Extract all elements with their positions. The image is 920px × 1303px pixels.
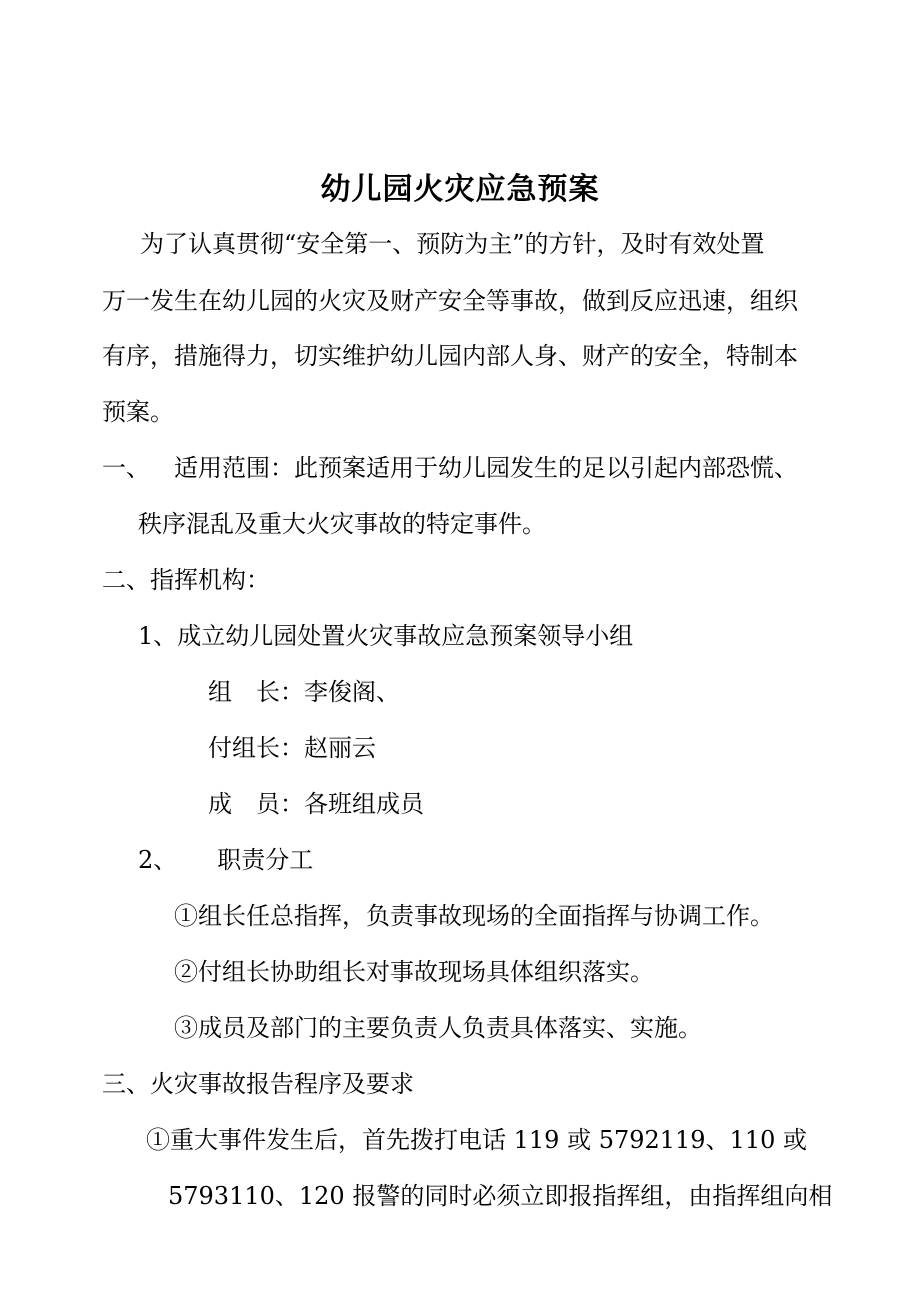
intro-line-2: 万一发生在幼儿园的火灾及财产安全等事故，做到反应迅速，组织	[102, 287, 798, 315]
section-3-line-2: 5793110、120 报警的同时必须立即报指挥组，由指挥组向相	[168, 1182, 833, 1210]
section-3-heading: 三、火灾事故报告程序及要求	[102, 1070, 414, 1098]
document-title: 幼儿园火灾应急预案	[320, 172, 600, 207]
members-row	[208, 787, 424, 821]
item-2-number: 2、	[138, 846, 178, 874]
section-2-item-1: 1、成立幼儿园处置火灾事故应急预案领导小组	[138, 622, 634, 650]
members-value: 各班组成员	[304, 790, 424, 818]
duty-3: ③成员及部门的主要负责人负责具体落实、实施。	[174, 1014, 702, 1042]
leader-label: 组 长：	[208, 678, 304, 706]
duty-1: ①组长任总指挥，负责事故现场的全面指挥与协调工作。	[174, 902, 774, 930]
section-2-item-2	[138, 843, 313, 877]
duty-2: ②付组长协助组长对事故现场具体组织落实。	[174, 958, 654, 986]
intro-line-4: 预案。	[102, 398, 174, 426]
leader-row	[208, 675, 400, 709]
section-1-text: 适用范围：此预案适用于幼儿园发生的足以引起内部恐慌、	[174, 454, 798, 482]
item-2-text: 职责分工	[217, 846, 314, 874]
section-1-number: 一、	[102, 454, 150, 482]
leader-value: 李俊阁、	[304, 678, 400, 706]
intro-line-3: 有序，措施得力，切实维护幼儿园内部人身、财产的安全，特制本	[102, 342, 798, 370]
intro-line-1: 为了认真贯彻“安全第一、预防为主”的方针，及时有效处置	[140, 230, 765, 258]
section-1-first-line	[102, 451, 798, 485]
deputy-label: 付组长：	[208, 734, 304, 762]
section-3-line-1: ①重大事件发生后，首先拨打电话 119 或 5792119、110 或	[146, 1126, 808, 1154]
deputy-value: 赵丽云	[304, 734, 376, 762]
section-1-second-line: 秩序混乱及重大火灾事故的特定事件。	[138, 510, 546, 538]
deputy-row	[208, 731, 376, 765]
members-label: 成 员：	[208, 790, 304, 818]
section-2-heading: 二、指挥机构：	[102, 566, 270, 594]
